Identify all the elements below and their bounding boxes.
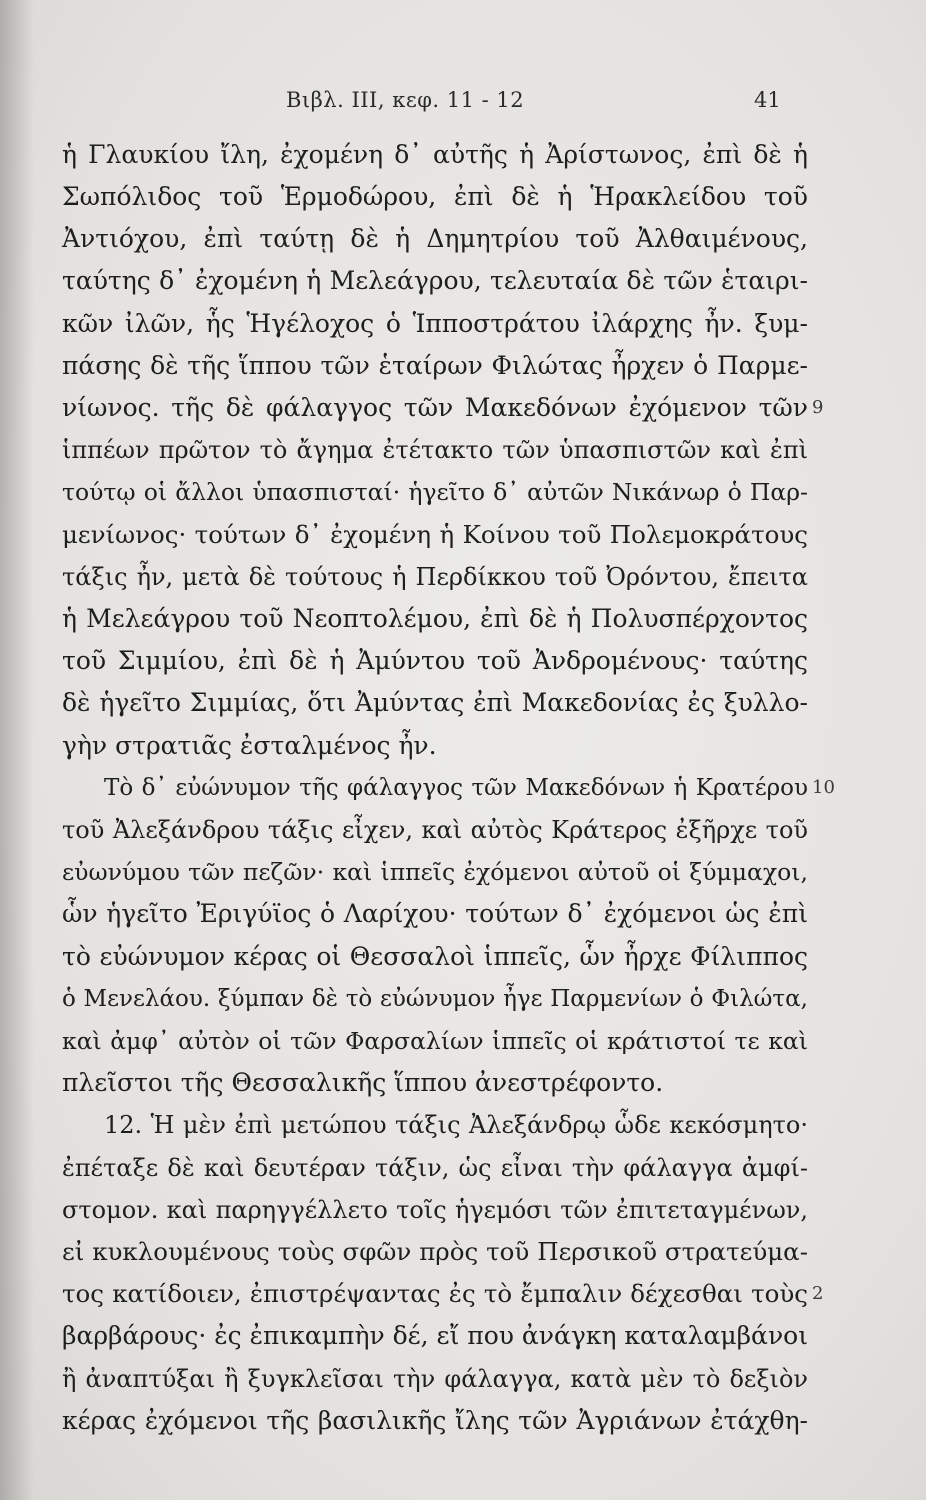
text-line: Τὸ δ᾽ εὐώνυμον τῆς φάλαγγος τῶν Μακεδόνων ἡ Κρατέρου: [104, 775, 808, 801]
text-line: στομον. καὶ παρηγγέλλετο τοῖς ἡγεμόσι τῶν ἐπιτεταγμένων,: [62, 1196, 808, 1224]
text-line: κῶν ἰλῶν, ἧς Ἡγέλοχος ὁ Ἱπποστράτου ἰλάρχης ἦν. ξυμ-: [62, 309, 808, 338]
text-line: ὁ Μενελάου. ξύμπαν δὲ τὸ εὐώνυμον ἦγε Παρμενίων ὁ Φιλώτα,: [62, 986, 808, 1012]
running-head: Βιβλ. ΙΙΙ, κεφ. 11 - 12: [286, 88, 525, 112]
text-line: εἰ κυκλουμένους τοὺς σφῶν πρὸς τοῦ Περσικοῦ στρατεύμα-: [62, 1237, 808, 1266]
text-line: νίωνος. τῆς δὲ φάλαγγος τῶν Μακεδόνων ἐχόμενον τῶν: [62, 393, 808, 422]
text-line: τούτῳ οἱ ἄλλοι ὑπασπισταί· ἡγεῖτο δ᾽ αὐτῶν Νικάνωρ ὁ Παρ-: [62, 478, 808, 506]
text-line: εὐωνύμου τῶν πεζῶν· καὶ ἱππεῖς ἐχόμενοι αὐτοῦ οἱ ξύμμαχοι,: [62, 858, 808, 886]
text-line: τοῦ Σιμμίου, ἐπὶ δὲ ἡ Ἀμύντου τοῦ Ἀνδρομένους· ταύτης: [62, 646, 808, 675]
margin-section-number: 10: [812, 777, 835, 798]
text-line: τοῦ Ἀλεξάνδρου τάξις εἶχεν, καὶ αὐτὸς Κράτερος ἐξῆρχε τοῦ: [62, 816, 808, 844]
text-line: ἡ Μελεάγρου τοῦ Νεοπτολέμου, ἐπὶ δὲ ἡ Πολυσπέρχοντος: [62, 604, 808, 633]
text-line: πάσης δὲ τῆς ἵππου τῶν ἑταίρων Φιλώτας ἦρχεν ὁ Παρμε-: [62, 351, 808, 380]
text-line: ἡ Γλαυκίου ἴλη, ἐχομένη δ᾽ αὐτῆς ἡ Ἀρίστωνος, ἐπὶ δὲ ἡ: [62, 140, 808, 169]
text-line: ἢ ἀναπτύξαι ἢ ξυγκλεῖσαι τὴν φάλαγγα, κατὰ μὲν τὸ δεξιὸν: [62, 1365, 808, 1393]
text-line: ὧν ἡγεῖτο Ἐριγύϊος ὁ Λαρίχου· τούτων δ᾽ ἐχόμενοι ὡς ἐπὶ: [62, 899, 808, 928]
text-line: κέρας ἐχόμενοι τῆς βασιλικῆς ἴλης τῶν Ἀγριάνων ἐτάχθη-: [62, 1406, 808, 1435]
text-line: τάξις ἦν, μετὰ δὲ τούτους ἡ Περδίκκου τοῦ Ὀρόντου, ἔπειτα: [62, 563, 808, 591]
text-line: ταύτης δ᾽ ἐχομένη ἡ Μελεάγρου, τελευταία δὲ τῶν ἑταιρι-: [62, 266, 808, 295]
text-line: γὴν στρατιᾶς ἐσταλμένος ἦν.: [62, 731, 437, 760]
text-line: πλεῖστοι τῆς Θεσσαλικῆς ἵππου ἀνεστρέφοντο.: [62, 1068, 664, 1097]
text-line: μενίωνος· τούτων δ᾽ ἐχομένη ἡ Κοίνου τοῦ Πολεμοκράτους: [62, 520, 808, 549]
page-number: 41: [754, 88, 781, 112]
text-line: δὲ ἡγεῖτο Σιμμίας, ὅτι Ἀμύντας ἐπὶ Μακεδονίας ἐς ξυλλο-: [62, 688, 808, 717]
text-line: Ἀντιόχου, ἐπὶ ταύτῃ δὲ ἡ Δημητρίου τοῦ Ἀλθαιμένους,: [62, 224, 808, 253]
text-line: 12. Ἡ μὲν ἐπὶ μετώπου τάξις Ἀλεξάνδρῳ ὧδε κεκόσμητο·: [104, 1111, 808, 1139]
text-line: τὸ εὐώνυμον κέρας οἱ Θεσσαλοὶ ἱππεῖς, ὧν ἦρχε Φίλιππος: [62, 942, 808, 971]
text-line: ἱππέων πρῶτον τὸ ἄγημα ἐτέτακτο τῶν ὑπασπιστῶν καὶ ἐπὶ: [62, 436, 808, 464]
margin-section-number: 2: [812, 1283, 824, 1304]
text-line: Σωπόλιδος τοῦ Ἑρμοδώρου, ἐπὶ δὲ ἡ Ἡρακλείδου τοῦ: [62, 182, 808, 211]
binding-shadow: [0, 0, 34, 1500]
text-line: καὶ ἀμφ᾽ αὐτὸν οἱ τῶν Φαρσαλίων ἱππεῖς οἱ κράτιστοί τε καὶ: [62, 1027, 808, 1055]
text-line: τος κατίδοιεν, ἐπιστρέψαντας ἐς τὸ ἔμπαλιν δέχεσθαι τοὺς: [62, 1279, 808, 1308]
margin-section-number: 9: [812, 397, 824, 418]
text-line: βαρβάρους· ἐς ἐπικαμπὴν δέ, εἴ που ἀνάγκη καταλαμβάνοι: [62, 1321, 808, 1350]
text-line: ἐπέταξε δὲ καὶ δευτέραν τάξιν, ὡς εἶναι τὴν φάλαγγα ἀμφί-: [62, 1154, 808, 1182]
